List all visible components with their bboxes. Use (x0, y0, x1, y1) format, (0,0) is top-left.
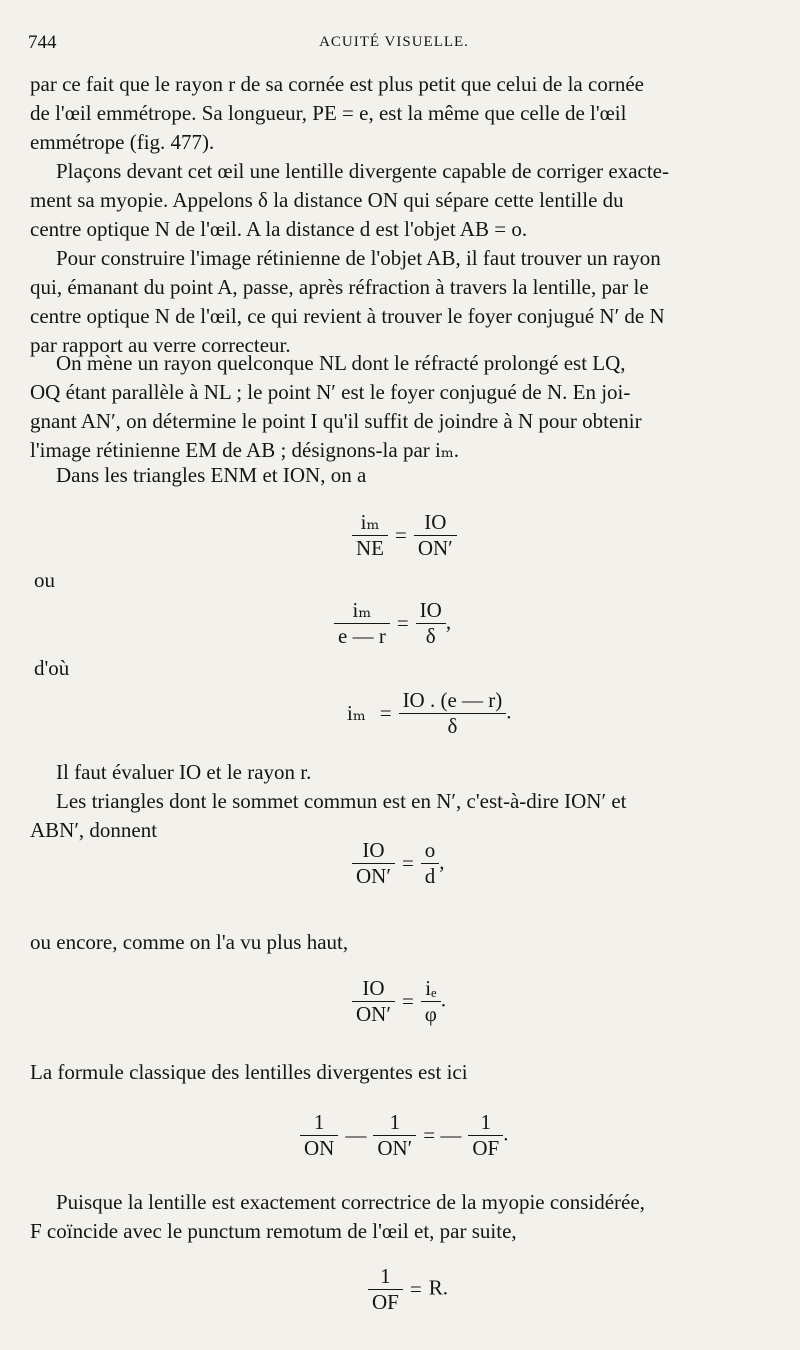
denominator: OF (368, 1289, 403, 1315)
paragraph-2 (30, 157, 770, 244)
denominator: e — r (334, 623, 390, 649)
fraction (421, 838, 440, 889)
equals-sign: = (409, 1277, 422, 1301)
fraction (416, 598, 446, 649)
formula-5 (352, 976, 446, 1027)
text-line: gnant AN′, on détermine le point I qu'il suffit de joindre à N pour obtenir (30, 409, 642, 433)
equals-sign: = (379, 701, 392, 725)
numerator: IO (362, 976, 385, 1000)
numerator: 1 (389, 1110, 401, 1134)
paragraph-5 (30, 461, 770, 490)
text-line: emmétrope (fig. 477). (30, 130, 215, 154)
punctuation: , (445, 609, 452, 634)
formula-6 (300, 1110, 508, 1161)
text-line: par ce fait que le rayon r de sa cornée est plus petit que celui de la cornée (30, 72, 644, 96)
punctuation: , (439, 849, 445, 874)
numerator: iₘ (360, 510, 380, 534)
numerator: 1 (380, 1264, 391, 1288)
fraction (300, 1110, 338, 1161)
fraction (399, 688, 507, 739)
punctuation: . (440, 987, 447, 1012)
text-line: ABN′, donnent (30, 818, 158, 842)
equals-sign: = (396, 611, 409, 635)
punctuation: . (503, 1121, 509, 1146)
paragraph-8 (30, 928, 770, 957)
text-line: OQ étant parallèle à NL ; le point N′ est le foyer conjugué de N. En joi- (30, 380, 631, 404)
numerator: IO (424, 510, 447, 534)
punctuation: . (506, 699, 512, 724)
running-title: ACUITÉ VISUELLE. (319, 34, 469, 50)
fraction (373, 1110, 416, 1161)
formula-7 (368, 1264, 448, 1315)
equals-sign: = (401, 989, 414, 1013)
denominator: d (421, 863, 440, 889)
equals-sign: = — (423, 1123, 462, 1147)
paragraph-6 (30, 758, 770, 787)
formula-3 (340, 688, 512, 739)
formula-1 (352, 510, 457, 561)
paragraph-1 (30, 70, 770, 157)
text-line: qui, émanant du point A, passe, après réfraction à travers la lentille, par le (30, 275, 649, 299)
text-line: La formule classique des lentilles divergentes est ici (30, 1060, 468, 1084)
denominator: ON (300, 1135, 338, 1161)
text-line: Les triangles dont le sommet commun est en N′, c'est-à-dire ION′ et (56, 789, 627, 813)
fraction (352, 976, 395, 1027)
denominator: ON′ (352, 1001, 395, 1027)
paragraph-9 (30, 1058, 770, 1087)
page-number: 744 (28, 32, 57, 53)
denominator: ON′ (352, 863, 395, 889)
paragraph-10 (30, 1188, 770, 1246)
numerator: iₑ (425, 976, 437, 1000)
numerator: IO . (e — r) (402, 688, 503, 712)
denominator: ON′ (373, 1135, 416, 1161)
numerator: 1 (313, 1110, 325, 1134)
text-line: centre optique N de l'œil, ce qui revient à trouver le foyer conjugué N′ de N (30, 304, 665, 328)
text-line: Plaçons devant cet œil une lentille divergente capable de corriger exacte- (56, 159, 669, 183)
label-ou: ou (34, 568, 55, 592)
text-line: par rapport au verre correcteur. (30, 333, 291, 357)
text-line: Il faut évaluer IO et le rayon r. (56, 760, 312, 784)
numerator: IO (362, 838, 385, 862)
text-line: Dans les triangles ENM et ION, on a (56, 463, 367, 487)
fraction (421, 976, 441, 1027)
numerator: 1 (480, 1110, 492, 1134)
paragraph-4 (30, 349, 770, 465)
formula-2 (334, 598, 451, 649)
text-line: de l'œil emmétrope. Sa longueur, PE = e, est la même que celle de l'œil (30, 101, 627, 125)
formula-4 (352, 838, 445, 889)
fraction (414, 510, 457, 561)
fraction (352, 510, 388, 561)
text-line: centre optique N de l'œil. A la distance d est l'objet AB = o. (30, 217, 528, 241)
rhs-term: R. (428, 1275, 448, 1300)
numerator: iₘ (352, 598, 372, 622)
denominator: φ (421, 1001, 441, 1027)
equals-sign: = (401, 851, 414, 875)
page-header (28, 32, 760, 56)
numerator: IO (419, 598, 442, 622)
text-line: Pour construire l'image rétinienne de l'objet AB, il faut trouver un rayon (56, 246, 661, 270)
text-line: On mène un rayon quelconque NL dont le réfracté prolongé est LQ, (56, 351, 626, 375)
equals-sign: = (395, 523, 407, 547)
minus-sign: — (345, 1123, 367, 1147)
denominator: OF (468, 1135, 503, 1161)
denominator: NE (352, 535, 388, 561)
text-line: l'image rétinienne EM de AB ; désignons-la par iₘ. (30, 438, 459, 462)
denominator: δ (416, 623, 446, 649)
denominator: δ (399, 713, 507, 739)
text-line: ment sa myopie. Appelons δ la distance ON qui sépare cette lentille du (30, 188, 624, 212)
text-line: Puisque la lentille est exactement correctrice de la myopie considérée, (56, 1190, 645, 1214)
numerator: o (424, 838, 436, 862)
fraction (468, 1110, 503, 1161)
label-dou: d'où (34, 656, 70, 680)
fraction (368, 1264, 403, 1315)
fraction (334, 598, 390, 649)
text-line: ou encore, comme on l'a vu plus haut, (30, 930, 349, 954)
lhs-term: iₘ (347, 701, 366, 725)
paragraph-3 (30, 244, 770, 360)
text-line: F coïncide avec le punctum remotum de l'œil et, par suite, (30, 1219, 517, 1243)
paragraph-7 (30, 787, 770, 845)
denominator: ON′ (414, 535, 457, 561)
fraction (352, 838, 395, 889)
